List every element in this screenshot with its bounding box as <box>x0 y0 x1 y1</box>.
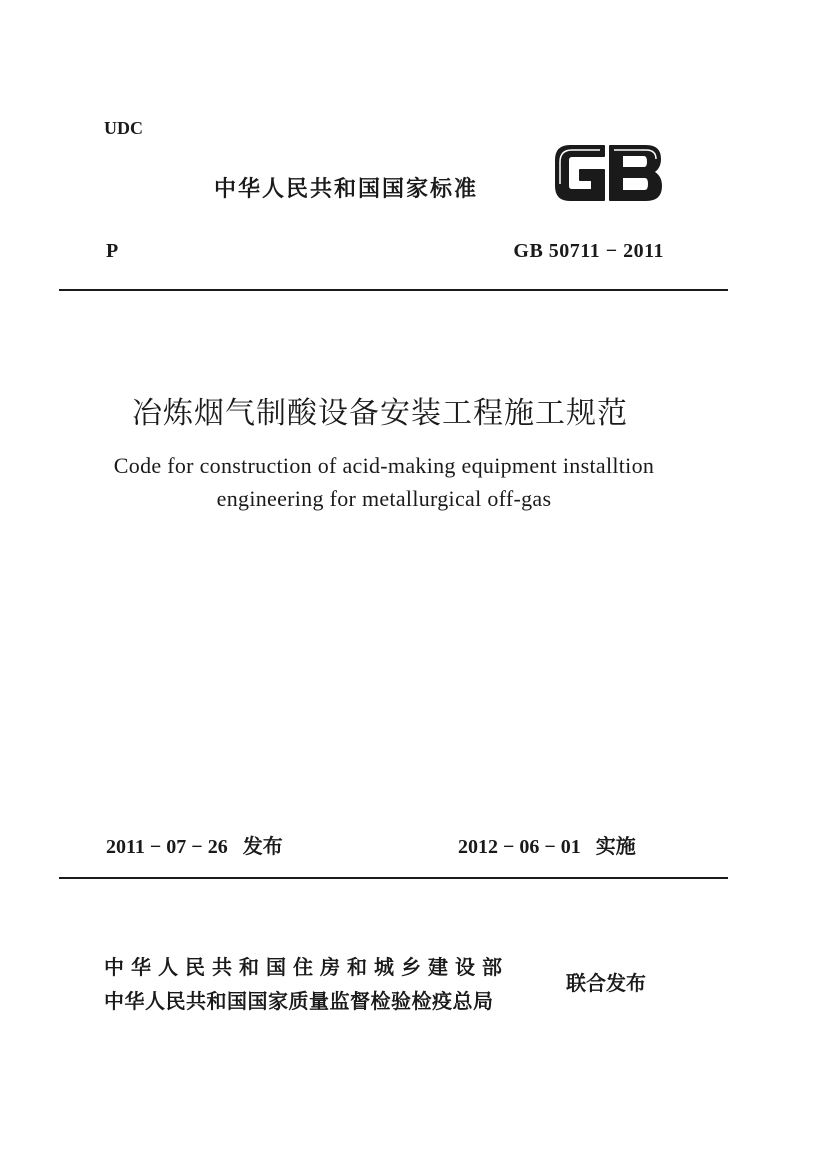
issue-date: 2011 − 07 − 26 <box>106 836 228 858</box>
header-divider <box>59 289 728 291</box>
udc-label: UDC <box>104 118 143 138</box>
implement-date-row <box>458 830 636 859</box>
classification-code: P <box>106 240 119 262</box>
document-title-cn: 冶炼烟气制酸设备安装工程施工规范 <box>132 396 628 431</box>
implement-date: 2012 − 06 − 01 <box>458 836 581 858</box>
issuing-authorities <box>104 950 509 1018</box>
standard-number: GB 50711 − 2011 <box>513 240 664 262</box>
issue-label: 发布 <box>242 834 283 858</box>
issuer-mohurd: 中华人民共和国住房和城乡建设部 <box>104 955 509 979</box>
joint-issue-label: 联合发布 <box>566 971 646 995</box>
gb-logo <box>550 140 666 206</box>
issue-date-row <box>106 830 283 859</box>
document-title-en <box>0 449 768 515</box>
standard-category-title: 中华人民共和国国家标准 <box>214 177 479 202</box>
implement-label: 实施 <box>595 834 636 858</box>
document-title-en-line2: engineering for metallurgical off-gas <box>216 486 552 511</box>
footer-divider <box>59 877 728 879</box>
issuer-aqsiq: 中华人民共和国国家质量监督检验检疫总局 <box>104 989 494 1013</box>
document-title-en-line1: Code for construction of acid-making equipment installtion <box>113 453 655 478</box>
